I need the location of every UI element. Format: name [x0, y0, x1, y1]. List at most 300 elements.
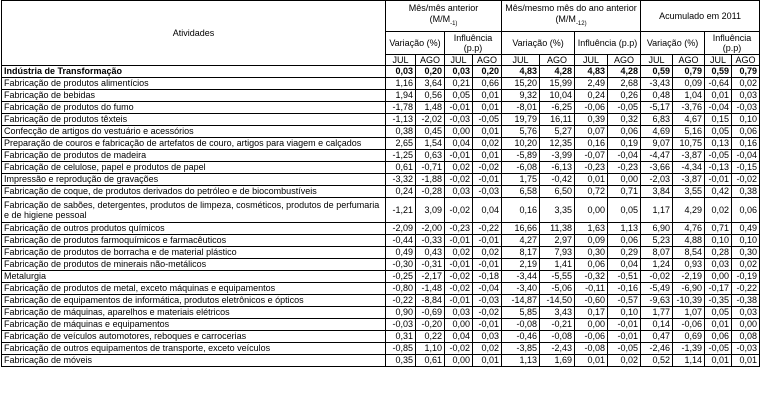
value-cell: 0,71	[608, 186, 641, 198]
value-cell: 0,06	[608, 126, 641, 138]
value-cell: -0,80	[386, 283, 416, 295]
value-cell: -6,13	[540, 162, 575, 174]
table-row	[2, 150, 760, 162]
value-cell: 10,75	[673, 138, 705, 150]
value-cell: 0,63	[416, 150, 445, 162]
activity-name: Fabricação de outros produtos químicos	[2, 223, 386, 235]
table-body	[2, 66, 760, 367]
value-cell: 0,24	[386, 186, 416, 198]
activity-name: Fabricação de produtos alimentícios	[2, 78, 386, 90]
value-cell: 0,04	[445, 331, 473, 343]
value-cell: 5,23	[641, 235, 673, 247]
table-row	[2, 66, 760, 78]
value-cell: -0,05	[705, 343, 732, 355]
value-cell: -3,87	[673, 150, 705, 162]
value-cell: -0,21	[540, 319, 575, 331]
value-cell: 0,03	[732, 90, 760, 102]
value-cell: 0,47	[641, 331, 673, 343]
value-cell: -0,38	[732, 295, 760, 307]
value-cell: -3,44	[502, 271, 540, 283]
value-cell: -0,06	[575, 102, 608, 114]
activity-name: Preparação de couros e fabricação de artefatos de couro, artigos para viagem e calçados	[2, 138, 386, 150]
value-cell: 3,09	[416, 198, 445, 223]
value-cell: 12,35	[540, 138, 575, 150]
activity-name: Fabricação de produtos de madeira	[2, 150, 386, 162]
value-cell: -0,01	[445, 102, 473, 114]
value-cell: -1,78	[386, 102, 416, 114]
value-cell: 5,16	[673, 126, 705, 138]
value-cell: -0,04	[705, 102, 732, 114]
value-cell: 0,79	[732, 66, 760, 78]
value-cell: 0,39	[575, 114, 608, 126]
value-cell: 10,20	[502, 138, 540, 150]
table-row	[2, 235, 760, 247]
value-cell: -0,01	[445, 150, 473, 162]
value-cell: 3,64	[416, 78, 445, 90]
value-cell: -8,01	[502, 102, 540, 114]
value-cell: -0,05	[608, 102, 641, 114]
value-cell: 1,04	[673, 90, 705, 102]
value-cell: -0,60	[575, 295, 608, 307]
value-cell: -0,03	[386, 319, 416, 331]
value-cell: 1,54	[416, 138, 445, 150]
value-cell: -0,02	[445, 283, 473, 295]
value-cell: 0,02	[473, 343, 502, 355]
value-cell: 0,16	[575, 138, 608, 150]
value-cell: 0,05	[705, 126, 732, 138]
table-row	[2, 90, 760, 102]
value-cell: -0,22	[732, 283, 760, 295]
value-cell: -1,39	[673, 343, 705, 355]
value-cell: -0,07	[575, 150, 608, 162]
value-cell: 0,10	[608, 307, 641, 319]
value-cell: 0,00	[445, 355, 473, 367]
header-group-acumulado: Acumulado em 2011	[641, 1, 760, 32]
value-cell: 0,43	[416, 247, 445, 259]
value-cell: 1,69	[540, 355, 575, 367]
value-cell: 6,83	[641, 114, 673, 126]
value-cell: -4,47	[641, 150, 673, 162]
value-cell: -6,25	[540, 102, 575, 114]
value-cell: -0,31	[416, 259, 445, 271]
value-cell: -3,32	[386, 174, 416, 186]
value-cell: 2,97	[540, 235, 575, 247]
value-cell: 4,83	[575, 66, 608, 78]
value-cell: -6,08	[502, 162, 540, 174]
value-cell: 0,59	[641, 66, 673, 78]
value-cell: 0,01	[473, 126, 502, 138]
activity-name: Fabricação de equipamentos de informática, produtos eletrônicos e ópticos	[2, 295, 386, 307]
value-cell: 19,79	[502, 114, 540, 126]
value-cell: -6,90	[673, 283, 705, 295]
value-cell: 1,24	[641, 259, 673, 271]
value-cell: 6,50	[540, 186, 575, 198]
value-cell: -0,06	[673, 319, 705, 331]
value-cell: -14,50	[540, 295, 575, 307]
value-cell: -0,01	[445, 259, 473, 271]
value-cell: -3,40	[502, 283, 540, 295]
value-cell: -0,08	[575, 343, 608, 355]
value-cell: 2,49	[575, 78, 608, 90]
activity-name: Fabricação de produtos de metal, exceto máquinas e equipamentos	[2, 283, 386, 295]
header-jul: JUL	[705, 55, 732, 66]
value-cell: 3,43	[540, 307, 575, 319]
value-cell: -9,63	[641, 295, 673, 307]
header-jul: JUL	[386, 55, 416, 66]
value-cell: -0,01	[473, 259, 502, 271]
value-cell: 0,04	[445, 138, 473, 150]
value-cell: 1,13	[502, 355, 540, 367]
value-cell: 0,09	[673, 78, 705, 90]
activity-name: Fabricação de celulose, papel e produtos de papel	[2, 162, 386, 174]
value-cell: 0,10	[705, 235, 732, 247]
table-row	[2, 102, 760, 114]
value-cell: 0,38	[732, 186, 760, 198]
value-cell: 4,27	[502, 235, 540, 247]
value-cell: 0,28	[705, 247, 732, 259]
value-cell: 0,90	[386, 307, 416, 319]
activity-name: Fabricação de bebidas	[2, 90, 386, 102]
value-cell: 0,79	[673, 66, 705, 78]
value-cell: 1,41	[540, 259, 575, 271]
table-row	[2, 162, 760, 174]
value-cell: 0,26	[608, 90, 641, 102]
value-cell: 1,10	[416, 343, 445, 355]
value-cell: 0,10	[732, 235, 760, 247]
value-cell: -0,04	[608, 150, 641, 162]
value-cell: 0,03	[386, 66, 416, 78]
header-ago: AGO	[416, 55, 445, 66]
value-cell: -2,19	[673, 271, 705, 283]
value-cell: -0,02	[445, 174, 473, 186]
value-cell: 3,35	[540, 198, 575, 223]
value-cell: -1,88	[416, 174, 445, 186]
value-cell: 4,88	[673, 235, 705, 247]
value-cell: 2,68	[608, 78, 641, 90]
table-row	[2, 186, 760, 198]
value-cell: -3,43	[641, 78, 673, 90]
value-cell: -3,87	[673, 174, 705, 186]
value-cell: -1,25	[386, 150, 416, 162]
table-row	[2, 307, 760, 319]
value-cell: 0,52	[641, 355, 673, 367]
activity-name: Fabricação de outros equipamentos de transporte, exceto veículos	[2, 343, 386, 355]
value-cell: 1,17	[641, 198, 673, 223]
value-cell: 0,02	[608, 355, 641, 367]
value-cell: -0,22	[386, 295, 416, 307]
activity-name: Fabricação de veículos automotores, reboques e carrocerias	[2, 331, 386, 343]
table-row	[2, 283, 760, 295]
value-cell: 0,01	[575, 355, 608, 367]
value-cell: 0,00	[445, 126, 473, 138]
value-cell: -1,48	[416, 283, 445, 295]
value-cell: -0,02	[445, 343, 473, 355]
value-cell: 1,13	[608, 223, 641, 235]
value-cell: -0,13	[705, 162, 732, 174]
header-group-mes-anterior-title: Mês/mês anterior	[408, 2, 479, 13]
value-cell: -0,03	[473, 295, 502, 307]
value-cell: 0,02	[473, 247, 502, 259]
value-cell: -2,03	[641, 174, 673, 186]
value-cell: 0,01	[473, 90, 502, 102]
header-group-mesmo-mes-title: Mês/mesmo mês do ano anterior	[505, 2, 637, 13]
value-cell: 0,03	[473, 331, 502, 343]
value-cell: -10,39	[673, 295, 705, 307]
value-cell: -0,32	[575, 271, 608, 283]
value-cell: 0,30	[575, 247, 608, 259]
table-row	[2, 259, 760, 271]
value-cell: -2,43	[540, 343, 575, 355]
header-influencia: Influência (p.p)	[705, 32, 760, 55]
value-cell: -0,04	[732, 150, 760, 162]
value-cell: -5,49	[641, 283, 673, 295]
value-cell: 4,67	[673, 114, 705, 126]
value-cell: 0,48	[641, 90, 673, 102]
value-cell: 16,66	[502, 223, 540, 235]
data-table	[1, 0, 760, 367]
value-cell: 0,45	[416, 126, 445, 138]
value-cell: 0,17	[575, 307, 608, 319]
value-cell: 9,07	[641, 138, 673, 150]
value-cell: 0,01	[575, 174, 608, 186]
value-cell: 0,19	[608, 138, 641, 150]
activity-name: Indústria de Transformação	[2, 66, 386, 78]
value-cell: -0,71	[416, 162, 445, 174]
value-cell: 0,00	[575, 319, 608, 331]
activity-name: Metalurgia	[2, 271, 386, 283]
header-group-mesmo-mes-ratio: (M/M	[555, 13, 576, 24]
value-cell: 4,69	[641, 126, 673, 138]
value-cell: 0,13	[705, 138, 732, 150]
header-influencia: Influência (p.p)	[575, 32, 641, 55]
value-cell: 0,56	[416, 90, 445, 102]
value-cell: -0,01	[608, 319, 641, 331]
value-cell: 6,90	[641, 223, 673, 235]
header-jul: JUL	[575, 55, 608, 66]
value-cell: 0,02	[705, 198, 732, 223]
value-cell: -0,28	[416, 186, 445, 198]
activity-name: Fabricação de móveis	[2, 355, 386, 367]
value-cell: 0,01	[473, 355, 502, 367]
header-influencia: Influência (p.p)	[445, 32, 502, 55]
value-cell: 0,01	[473, 150, 502, 162]
value-cell: 0,71	[705, 223, 732, 235]
value-cell: -3,66	[641, 162, 673, 174]
value-cell: 0,02	[732, 259, 760, 271]
value-cell: -0,30	[386, 259, 416, 271]
value-cell: 0,04	[473, 198, 502, 223]
value-cell: -2,17	[416, 271, 445, 283]
table-row	[2, 198, 760, 223]
value-cell: -0,02	[473, 162, 502, 174]
value-cell: -0,69	[416, 307, 445, 319]
table-row	[2, 138, 760, 150]
value-cell: -0,44	[386, 235, 416, 247]
value-cell: 0,01	[705, 90, 732, 102]
value-cell: -0,08	[502, 319, 540, 331]
activity-name: Fabricação de máquinas, aparelhos e materiais elétricos	[2, 307, 386, 319]
activity-name: Fabricação de produtos têxteis	[2, 114, 386, 126]
value-cell: -0,01	[445, 235, 473, 247]
value-cell: 7,93	[540, 247, 575, 259]
value-cell: -0,03	[732, 102, 760, 114]
value-cell: -3,76	[673, 102, 705, 114]
value-cell: 0,05	[608, 198, 641, 223]
value-cell: -0,02	[473, 307, 502, 319]
value-cell: -0,03	[732, 343, 760, 355]
value-cell: 0,69	[673, 331, 705, 343]
value-cell: 0,06	[732, 198, 760, 223]
value-cell: -0,02	[641, 271, 673, 283]
value-cell: 8,17	[502, 247, 540, 259]
value-cell: 15,99	[540, 78, 575, 90]
value-cell: 0,06	[575, 259, 608, 271]
header-ago: AGO	[732, 55, 760, 66]
activity-name: Impressão e reprodução de gravações	[2, 174, 386, 186]
value-cell: -2,02	[416, 114, 445, 126]
value-cell: 0,42	[705, 186, 732, 198]
value-cell: -0,51	[608, 271, 641, 283]
value-cell: -0,25	[386, 271, 416, 283]
value-cell: 0,66	[473, 78, 502, 90]
value-cell: -0,64	[705, 78, 732, 90]
value-cell: -0,03	[445, 114, 473, 126]
value-cell: 1,75	[502, 174, 540, 186]
value-cell: 2,19	[502, 259, 540, 271]
value-cell: -0,08	[540, 331, 575, 343]
value-cell: 0,01	[732, 355, 760, 367]
value-cell: -1,21	[386, 198, 416, 223]
activity-name: Fabricação de máquinas e equipamentos	[2, 319, 386, 331]
table-row	[2, 343, 760, 355]
value-cell: 0,10	[732, 114, 760, 126]
value-cell: 0,59	[705, 66, 732, 78]
header-variacao: Variação (%)	[641, 32, 705, 55]
value-cell: -0,06	[575, 331, 608, 343]
value-cell: 1,94	[386, 90, 416, 102]
value-cell: 0,06	[705, 331, 732, 343]
value-cell: 0,03	[445, 307, 473, 319]
value-cell: 0,32	[608, 114, 641, 126]
table-row	[2, 247, 760, 259]
value-cell: -1,13	[386, 114, 416, 126]
value-cell: -0,18	[473, 271, 502, 283]
value-cell: 0,02	[732, 78, 760, 90]
value-cell: -4,34	[673, 162, 705, 174]
header-jul: JUL	[445, 55, 473, 66]
value-cell: 5,76	[502, 126, 540, 138]
value-cell: 0,04	[608, 259, 641, 271]
value-cell: -0,85	[386, 343, 416, 355]
value-cell: -0,01	[473, 174, 502, 186]
value-cell: 0,24	[575, 90, 608, 102]
value-cell: 4,28	[608, 66, 641, 78]
header-atividades: Atividades	[2, 1, 386, 66]
value-cell: -0,02	[445, 271, 473, 283]
value-cell: 0,02	[445, 162, 473, 174]
activity-name: Fabricação de produtos farmoquímicos e farmacêuticos	[2, 235, 386, 247]
value-cell: -0,20	[416, 319, 445, 331]
value-cell: 8,54	[673, 247, 705, 259]
value-cell: -0,02	[445, 198, 473, 223]
value-cell: 0,20	[416, 66, 445, 78]
value-cell: 0,00	[705, 271, 732, 283]
value-cell: 4,83	[502, 66, 540, 78]
value-cell: -0,15	[732, 162, 760, 174]
value-cell: -3,99	[540, 150, 575, 162]
value-cell: -0,23	[445, 223, 473, 235]
value-cell: 0,22	[416, 331, 445, 343]
value-cell: 3,84	[641, 186, 673, 198]
activity-name: Fabricação de produtos de borracha e de material plástico	[2, 247, 386, 259]
value-cell: 0,30	[732, 247, 760, 259]
value-cell: 4,29	[673, 198, 705, 223]
value-cell: -5,55	[540, 271, 575, 283]
header-ago: AGO	[473, 55, 502, 66]
header-ago: AGO	[540, 55, 575, 66]
value-cell: 0,29	[608, 247, 641, 259]
value-cell: 0,72	[575, 186, 608, 198]
value-cell: 10,04	[540, 90, 575, 102]
value-cell: -0,11	[575, 283, 608, 295]
header-jul: JUL	[641, 55, 673, 66]
value-cell: 0,00	[575, 198, 608, 223]
value-cell: -5,06	[540, 283, 575, 295]
value-cell: -0,17	[705, 283, 732, 295]
value-cell: 3,55	[673, 186, 705, 198]
value-cell: 16,11	[540, 114, 575, 126]
value-cell: 1,14	[673, 355, 705, 367]
value-cell: 0,16	[732, 138, 760, 150]
table-row	[2, 331, 760, 343]
header-variacao: Variação (%)	[502, 32, 575, 55]
value-cell: -0,57	[608, 295, 641, 307]
value-cell: -0,23	[608, 162, 641, 174]
value-cell: -0,19	[732, 271, 760, 283]
value-cell: -8,84	[416, 295, 445, 307]
value-cell: 1,07	[673, 307, 705, 319]
value-cell: 6,58	[502, 186, 540, 198]
activity-name: Fabricação de produtos de minerais não-metálicos	[2, 259, 386, 271]
value-cell: 4,76	[673, 223, 705, 235]
value-cell: 0,09	[575, 235, 608, 247]
value-cell: 4,28	[540, 66, 575, 78]
value-cell: 0,06	[732, 126, 760, 138]
value-cell: 0,02	[473, 138, 502, 150]
value-cell: 0,00	[732, 319, 760, 331]
value-cell: 0,01	[473, 102, 502, 114]
value-cell: 0,20	[473, 66, 502, 78]
value-cell: -0,22	[473, 223, 502, 235]
value-cell: 2,65	[386, 138, 416, 150]
value-cell: 0,05	[445, 90, 473, 102]
header-ago: AGO	[608, 55, 641, 66]
value-cell: -5,17	[641, 102, 673, 114]
table-row	[2, 114, 760, 126]
value-cell: 0,38	[386, 126, 416, 138]
value-cell: -0,05	[608, 343, 641, 355]
header-group-mesmo-mes	[502, 1, 641, 32]
activity-name: Fabricação de produtos do fumo	[2, 102, 386, 114]
header-ago: AGO	[673, 55, 705, 66]
value-cell: 1,77	[641, 307, 673, 319]
table-row	[2, 78, 760, 90]
value-cell: -0,01	[445, 295, 473, 307]
value-cell: -2,46	[641, 343, 673, 355]
value-cell: 0,16	[502, 198, 540, 223]
value-cell: 1,16	[386, 78, 416, 90]
value-cell: 0,07	[575, 126, 608, 138]
